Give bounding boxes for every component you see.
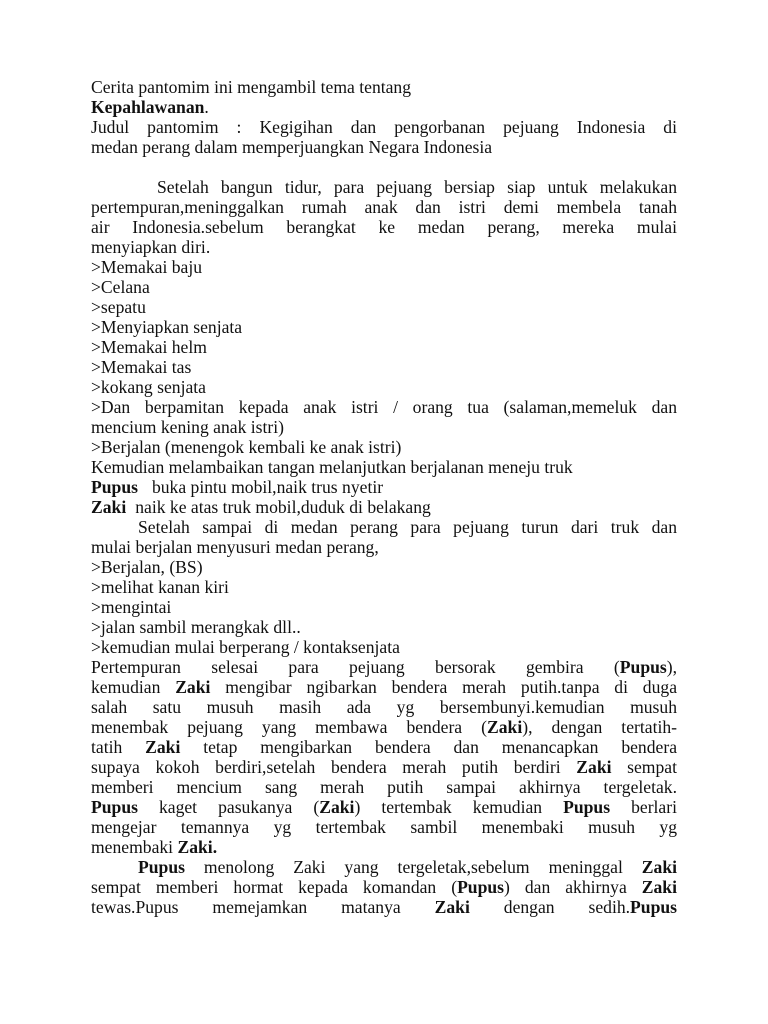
cast-line xyxy=(91,497,677,517)
intro-line: Cerita pantomim ini mengambil tema tentang xyxy=(91,77,412,97)
text-run: Pertempuran selesai para pejuang bersorak gembira ( xyxy=(91,657,620,677)
list-item: >Berjalan, (BS) xyxy=(91,557,203,577)
paragraph-line: mengejar temannya yg tertembak sambil menembaki musuh yg xyxy=(91,817,677,837)
text-run: tetap mengibarkan bendera dan menancapkan bendera xyxy=(180,737,677,757)
list-item: >kokang senjata xyxy=(91,377,206,397)
list-item: >Menyiapkan senjata xyxy=(91,317,243,337)
text-run: menembaki xyxy=(91,837,178,857)
theme-line xyxy=(91,97,677,117)
paragraph-line: pertempuran,meninggalkan rumah anak dan istri demi membela tanah xyxy=(91,197,677,217)
character-name: Pupus xyxy=(563,797,611,817)
text-run: ), xyxy=(666,657,677,677)
list-item: >Memakai helm xyxy=(91,337,207,357)
paragraph-line xyxy=(91,757,677,777)
text-run: kaget pasukanya ( xyxy=(137,797,320,817)
character-name: Zaki xyxy=(576,757,612,777)
text-run: tatih xyxy=(91,737,146,757)
list-item: Kemudian melambaikan tangan melanjutkan berjalanan meneju truk xyxy=(91,457,573,477)
paragraph-line xyxy=(91,897,677,917)
paragraph-line xyxy=(91,737,677,757)
paragraph-line xyxy=(91,657,677,677)
text-run: sempat memberi hormat kepada komandan ( xyxy=(91,877,458,897)
list-item: >sepatu xyxy=(91,297,146,317)
title-line: medan perang dalam memperjuangkan Negara Indonesia xyxy=(91,137,493,157)
text-run: mengibar ngibarkan bendera merah putih.tanpa di duga xyxy=(210,677,677,697)
cast-action: naik ke atas truk mobil,duduk di belakang xyxy=(135,497,431,517)
paragraph-line xyxy=(91,857,677,877)
character-name: Zaki xyxy=(319,797,355,817)
character-name: Pupus xyxy=(457,877,505,897)
character-name: Zaki xyxy=(641,877,677,897)
text-run: menembak pejuang yang membawa bendera ( xyxy=(91,717,487,737)
paragraph-line xyxy=(91,837,677,857)
text-run: kemudian xyxy=(91,677,176,697)
character-name: Zaki xyxy=(487,717,523,737)
cast-line xyxy=(91,477,677,497)
list-item: >mengintai xyxy=(91,597,172,617)
text-run: ), dengan tertatih- xyxy=(522,717,677,737)
character-name: Pupus xyxy=(630,897,677,917)
paragraph-line: Setelah sampai di medan perang para pejuang turun dari truk dan xyxy=(138,517,677,537)
character-name: Zaki. xyxy=(177,837,218,857)
paragraph-line xyxy=(91,717,677,737)
text-run: supaya kokoh berdiri,setelah bendera merah putih berdiri xyxy=(91,757,577,777)
list-item: >Berjalan (menengok kembali ke anak istri) xyxy=(91,437,402,457)
text-run: dengan sedih. xyxy=(469,897,631,917)
paragraph-line: mulai berjalan menyusuri medan perang, xyxy=(91,537,379,557)
list-item: >melihat kanan kiri xyxy=(91,577,229,597)
paragraph-line: menyiapkan diri. xyxy=(91,237,211,257)
list-item: >Memakai tas xyxy=(91,357,192,377)
text-run: ) tertembak kemudian xyxy=(354,797,564,817)
theme-text: Kepahlawanan xyxy=(91,97,205,117)
title-line: Judul pantomim : Kegigihan dan pengorbanan pejuang Indonesia di xyxy=(91,117,677,137)
text-run: menolong Zaki yang tergeletak,sebelum meninggal xyxy=(184,857,642,877)
list-item: >Celana xyxy=(91,277,150,297)
document-body xyxy=(91,77,677,917)
cast-action: buka pintu mobil,naik trus nyetir xyxy=(151,477,384,497)
theme-period: . xyxy=(204,97,209,117)
character-name: Pupus xyxy=(619,657,667,677)
character-name: Zaki xyxy=(434,897,470,917)
paragraph-line xyxy=(91,877,677,897)
text-run: berlari xyxy=(610,797,677,817)
list-item: >Dan berpamitan kepada anak istri / orang tua (salaman,memeluk dan xyxy=(91,397,677,417)
paragraph-line: Setelah bangun tidur, para pejuang bersiap siap untuk melakukan xyxy=(157,177,677,197)
cast-name: Zaki xyxy=(91,497,127,517)
list-item: >kemudian mulai berperang / kontaksenjata xyxy=(91,637,400,657)
list-item: mencium kening anak istri) xyxy=(91,417,284,437)
character-name: Zaki xyxy=(641,857,677,877)
character-name: Zaki xyxy=(145,737,181,757)
list-item: >Memakai baju xyxy=(91,257,203,277)
text-run: sempat xyxy=(611,757,677,777)
character-name: Pupus xyxy=(91,797,138,817)
paragraph-line xyxy=(91,677,677,697)
character-name: Pupus xyxy=(138,857,185,877)
paragraph-line: air Indonesia.sebelum berangkat ke medan perang, mereka mulai xyxy=(91,217,677,237)
text-run: tewas.Pupus memejamkan matanya xyxy=(91,897,435,917)
paragraph-line: memberi mencium sang merah putih sampai akhirnya tergeletak. xyxy=(91,777,677,797)
cast-name: Pupus xyxy=(91,477,138,497)
paragraph-line xyxy=(91,797,677,817)
character-name: Zaki xyxy=(175,677,211,697)
text-run: ) dan akhirnya xyxy=(504,877,642,897)
paragraph-line: salah satu musuh masih ada yg bersembunyi.kemudian musuh xyxy=(91,697,677,717)
blank-line xyxy=(91,157,677,177)
list-item: >jalan sambil merangkak dll.. xyxy=(91,617,301,637)
